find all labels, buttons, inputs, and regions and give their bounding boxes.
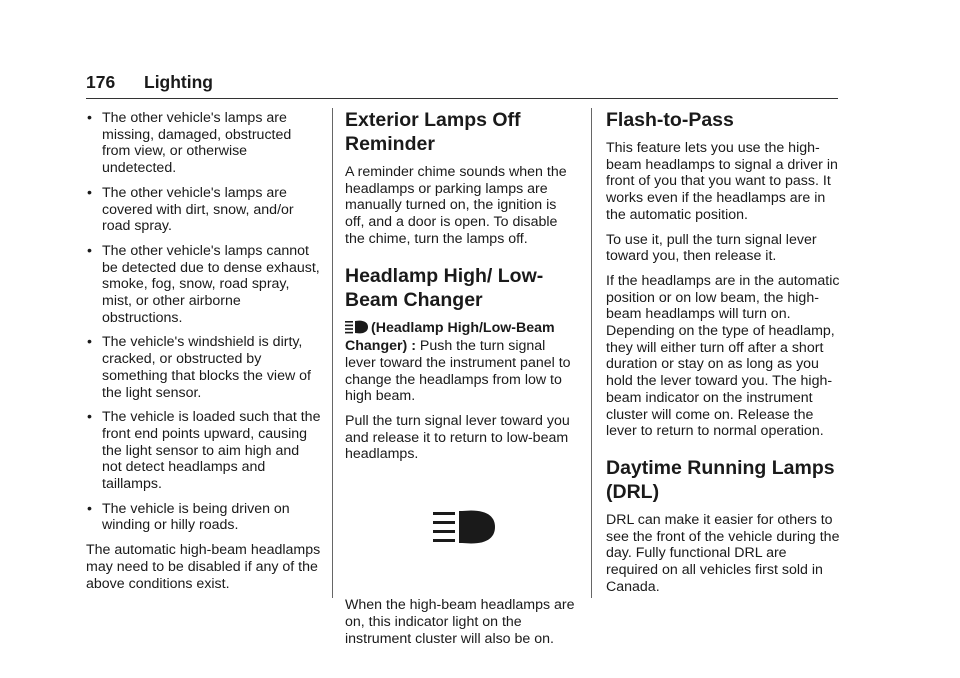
- flash-paragraph-2: To use it, pull the turn signal lever toward you, then release it.: [606, 231, 817, 265]
- column-divider: [332, 108, 333, 598]
- flash-paragraph-1: This feature lets you use the high-beam headlamps to signal a driver in front of you that you want to pass. It works even if the headlamps are in the automatic position.: [606, 140, 838, 223]
- beam-changer-heading: Headlamp High/ Low-Beam Changer: [345, 264, 544, 311]
- list-item: • The other vehicle's lamps are missing, damaged, obstructed from view, or otherwise undetected.: [87, 110, 292, 177]
- bullet-icon: •: [87, 242, 92, 259]
- bullet-icon: •: [87, 184, 92, 201]
- high-beam-icon: [345, 320, 369, 339]
- high-beam-indicator-figure: [345, 471, 577, 597]
- bullet-icon: •: [87, 110, 92, 126]
- list-item: • The vehicle is loaded such that the front end points upward, causing the light sensor to aim high and not detect headlamps and taillamps.: [87, 409, 321, 493]
- column-3: [606, 108, 842, 603]
- bullet-icon: •: [87, 409, 92, 426]
- beam-changer-paragraph: [345, 320, 577, 406]
- bullet-icon: •: [87, 500, 92, 517]
- list-item: • The other vehicle's lamps cannot be detected due to dense exhaust, smoke, fog, snow, road spray, mist, or other airborne obstructions.: [87, 242, 320, 326]
- beam-changer-term: (Headlamp High/Low-Beam Changer) :: [345, 319, 555, 355]
- bullet-icon: •: [87, 334, 92, 351]
- indicator-caption: When the high-beam headlamps are on, this indicator light on the instrument cluster will also be on.: [345, 597, 575, 647]
- high-beam-indicator-icon: [433, 509, 497, 545]
- beam-changer-text-2: Pull the turn signal lever toward you and release it to return to low-beam headlamps.: [345, 413, 570, 463]
- flash-to-pass-heading: Flash-to-Pass: [606, 109, 734, 131]
- exterior-lamps-text: A reminder chime sounds when the headlamps or parking lamps are manually turned on, the ignition is off, and a door is open. To disable the chime, turn the lamps off.: [345, 164, 567, 247]
- list-item: • The vehicle is being driven on winding or hilly roads.: [87, 500, 290, 534]
- page-number: 176: [86, 72, 116, 92]
- column-1: [86, 110, 322, 600]
- list-item: • The vehicle's windshield is dirty, cracked, or obstructed by something that blocks the view of the light sensor.: [87, 334, 311, 401]
- column-2: [345, 108, 577, 655]
- list-item: • The other vehicle's lamps are covered with dirt, snow, and/or road spray.: [87, 184, 294, 235]
- exterior-lamps-heading: Exterior Lamps Off Reminder: [345, 109, 521, 155]
- drl-heading: Daytime Running Lamps (DRL): [606, 456, 835, 503]
- closing-paragraph: The automatic high-beam headlamps may need to be disabled if any of the above conditions exist.: [86, 542, 321, 592]
- section-title: Lighting: [144, 72, 214, 92]
- page-header: [86, 70, 838, 99]
- drl-paragraph: DRL can make it easier for others to see the front of the vehicle during the day. Fully functional DRL are required on all vehicles first sold in Canada.: [606, 511, 840, 595]
- flash-paragraph-3: If the headlamps are in the automatic position or on low beam, the high-beam headlamps will turn on. Depending on the type of headlamp, they will either turn off after a short duration or stay on as long as you hold the lever toward you. The high-beam indicator on the instrument cluster will come on. Release the lever to return to normal operation.: [606, 272, 840, 440]
- conditions-list: [86, 110, 322, 534]
- beam-changer-text: Push the turn signal lever toward the instrument panel to change the headlamps from low to high beam.: [345, 338, 571, 405]
- column-divider: [591, 108, 592, 598]
